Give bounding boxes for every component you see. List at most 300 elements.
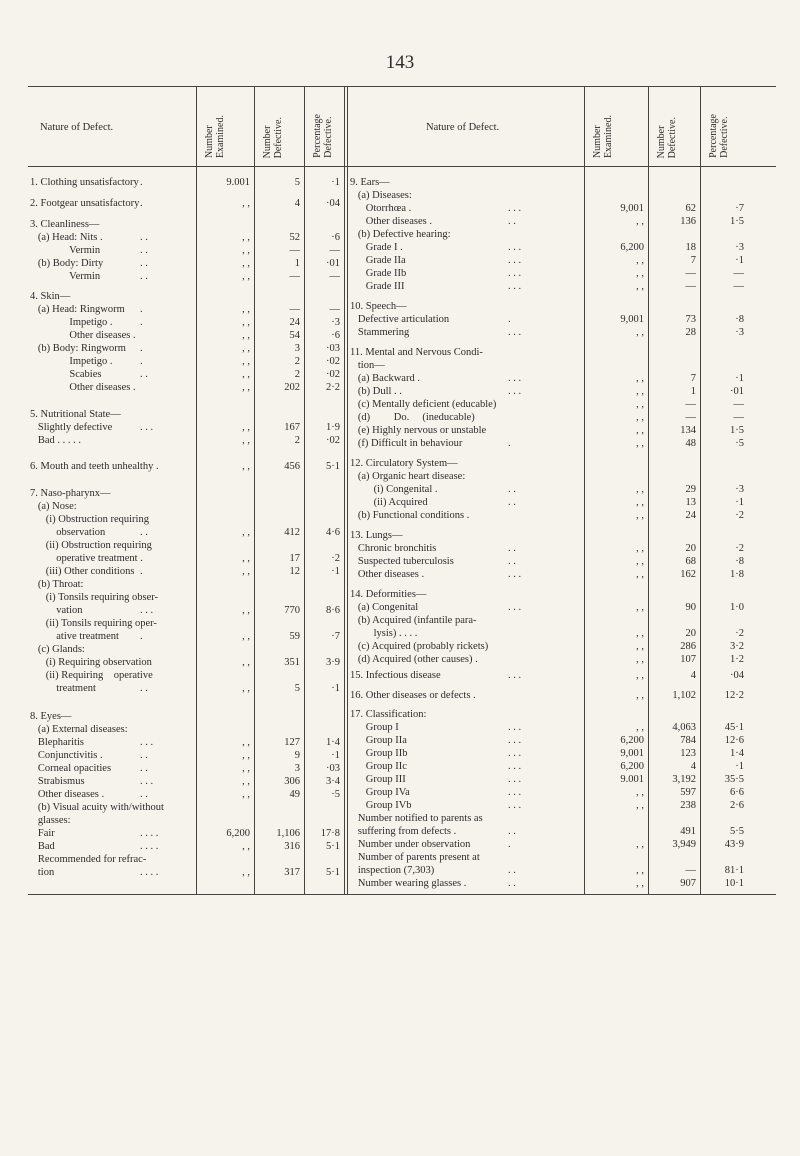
- defect-label: Recommended for refrac-: [30, 854, 147, 865]
- percentage-defective: ·1: [735, 761, 744, 772]
- defect-label: (d) Do. (ineducable): [350, 412, 475, 423]
- defect-label: (a) Organic heart disease:: [350, 471, 466, 482]
- defect-label: 11. Mental and Nervous Condi-: [350, 347, 483, 358]
- percentage-defective: ·02: [326, 435, 340, 446]
- number-examined: , ,: [636, 569, 644, 580]
- defect-label: Group IIb: [350, 748, 408, 759]
- defect-label: Bad . . . . .: [30, 435, 82, 446]
- percentage-defective: —: [329, 245, 340, 256]
- table-row: [0, 864, 800, 877]
- leader-dots: . .: [140, 245, 148, 256]
- table-row: [0, 202, 800, 215]
- percentage-defective: —: [733, 268, 744, 279]
- leader-dots: .: [140, 177, 143, 188]
- percentage-defective: 3·4: [326, 776, 340, 787]
- percentage-defective: 12·6: [724, 735, 744, 746]
- header-nature-right: Nature of Defect.: [426, 122, 500, 133]
- defect-label: Number of parents present at: [350, 852, 480, 863]
- leader-dots: .: [140, 356, 143, 367]
- defect-label: Group IIa: [350, 735, 407, 746]
- leader-dots: . .: [140, 232, 148, 243]
- table-row: [0, 773, 800, 786]
- table-row: [0, 509, 800, 522]
- leader-dots: . . .: [140, 422, 154, 433]
- table-row: [0, 189, 800, 202]
- table-row: [0, 176, 800, 189]
- number-examined: , ,: [242, 382, 250, 393]
- leader-dots: . .: [140, 789, 148, 800]
- percentage-defective: ·02: [326, 356, 340, 367]
- number-examined: , ,: [242, 422, 250, 433]
- defect-label: (f) Difficult in behaviour: [350, 438, 463, 449]
- leader-dots: . .: [508, 216, 516, 227]
- number-defective: 3: [294, 343, 300, 354]
- table-row: [0, 241, 800, 254]
- number-defective: 1,102: [672, 690, 696, 701]
- percentage-defective: ·8: [735, 314, 744, 325]
- number-defective: 317: [284, 867, 300, 878]
- number-defective: 202: [284, 382, 300, 393]
- number-defective: 4,063: [672, 722, 696, 733]
- number-defective: —: [685, 281, 696, 292]
- number-examined: , ,: [636, 722, 644, 733]
- defect-label: tion: [30, 867, 55, 878]
- number-defective: 7: [690, 373, 696, 384]
- defect-label: 5. Nutritional State—: [30, 409, 121, 420]
- header-examined-left: Number Examined.: [204, 114, 226, 158]
- defect-label: 12. Circulatory System—: [350, 458, 458, 469]
- percentage-defective: ·1: [735, 497, 744, 508]
- defect-label: (i) Requiring observation: [30, 657, 152, 668]
- defect-label: (a) Congenital: [350, 602, 419, 613]
- percentage-defective: 12·2: [724, 690, 744, 701]
- table-row: [0, 372, 800, 385]
- number-examined: , ,: [636, 787, 644, 798]
- number-examined: 9.001: [226, 177, 250, 188]
- percentage-defective: 1·9: [326, 422, 340, 433]
- percentage-defective: —: [733, 399, 744, 410]
- defect-label: Grade IIb: [350, 268, 407, 279]
- table-row: [0, 825, 800, 838]
- leader-dots: .: [140, 343, 143, 354]
- leader-dots: . . . .: [140, 841, 159, 852]
- number-defective: 907: [680, 878, 696, 889]
- defect-label: 10. Speech—: [350, 301, 407, 312]
- header-nature-left: Nature of Defect.: [40, 122, 114, 133]
- percentage-defective: 6·6: [730, 787, 744, 798]
- number-defective: —: [289, 271, 300, 282]
- defect-label: 17. Classification:: [350, 709, 427, 720]
- table-row: [0, 747, 800, 760]
- table-row: [0, 542, 800, 555]
- number-defective: 123: [680, 748, 696, 759]
- defect-label: Vermin: [30, 271, 101, 282]
- leader-dots: . . .: [508, 281, 522, 292]
- leader-dots: . . .: [508, 722, 522, 733]
- number-defective: 68: [685, 556, 696, 567]
- defect-label: 8. Eyes—: [30, 711, 72, 722]
- defect-label: (a) Head: Ringworm: [30, 304, 125, 315]
- number-examined: 6,200: [620, 761, 644, 772]
- number-examined: , ,: [242, 657, 250, 668]
- header-rule: [28, 166, 776, 167]
- number-examined: , ,: [242, 258, 250, 269]
- top-rule: [28, 86, 776, 87]
- number-examined: , ,: [636, 510, 644, 521]
- defect-label: 9. Ears—: [350, 177, 390, 188]
- number-defective: 770: [284, 605, 300, 616]
- number-defective: —: [685, 268, 696, 279]
- number-examined: , ,: [636, 800, 644, 811]
- percentage-defective: ·6: [331, 330, 340, 341]
- number-defective: 238: [680, 800, 696, 811]
- number-examined: , ,: [242, 776, 250, 787]
- number-examined: , ,: [242, 631, 250, 642]
- defect-label: Group III: [350, 774, 406, 785]
- percentage-defective: ·1: [735, 255, 744, 266]
- leader-dots: . .: [140, 763, 148, 774]
- table-row: [0, 424, 800, 437]
- percentage-defective: ·8: [735, 556, 744, 567]
- table-row: [0, 588, 800, 601]
- defect-label: 6. Mouth and teeth unhealthy .: [30, 461, 159, 472]
- percentage-defective: ·3: [331, 317, 340, 328]
- number-examined: , ,: [242, 271, 250, 282]
- percentage-defective: ·2: [735, 510, 744, 521]
- defect-label: Impetigo .: [30, 356, 113, 367]
- defect-label: Fair: [30, 828, 55, 839]
- number-defective: 107: [680, 654, 696, 665]
- header-defective-left: Number Defective.: [262, 116, 284, 158]
- number-examined: , ,: [242, 461, 250, 472]
- number-examined: , ,: [636, 556, 644, 567]
- leader-dots: . . .: [140, 605, 154, 616]
- percentage-defective: ·02: [326, 369, 340, 380]
- table-row: [0, 437, 800, 450]
- number-examined: , ,: [242, 330, 250, 341]
- defect-label: Other diseases .: [350, 216, 432, 227]
- number-examined: , ,: [636, 497, 644, 508]
- defect-label: (d) Acquired (other causes) .: [350, 654, 478, 665]
- number-defective: 17: [289, 553, 300, 564]
- defect-label: 14. Deformities—: [350, 589, 427, 600]
- number-examined: , ,: [636, 628, 644, 639]
- defect-label: (b) Throat:: [30, 579, 84, 590]
- number-examined: , ,: [636, 690, 644, 701]
- number-examined: , ,: [242, 317, 250, 328]
- percentage-defective: 3·9: [326, 657, 340, 668]
- defect-label: Other diseases .: [30, 330, 136, 341]
- leader-dots: . . .: [508, 735, 522, 746]
- percentage-defective: 1·4: [730, 748, 744, 759]
- defect-label: (b) Body: Dirty: [30, 258, 104, 269]
- table-row: [0, 627, 800, 640]
- leader-dots: . .: [508, 865, 516, 876]
- defect-label: (c) Mentally deficient (educable): [350, 399, 497, 410]
- percentage-defective: ·7: [735, 203, 744, 214]
- percentage-defective: 1·5: [730, 216, 744, 227]
- number-defective: 7: [690, 255, 696, 266]
- number-examined: , ,: [636, 484, 644, 495]
- number-examined: , ,: [636, 327, 644, 338]
- leader-dots: .: [140, 304, 143, 315]
- table-row: [0, 470, 800, 483]
- defect-label: Other diseases .: [30, 789, 105, 800]
- table-row: [0, 708, 800, 721]
- number-defective: 412: [284, 527, 300, 538]
- leader-dots: . . .: [508, 255, 522, 266]
- defect-label: Other diseases .: [350, 569, 425, 580]
- percentage-defective: ·2: [735, 628, 744, 639]
- defect-label: (b) Body: Ringworm: [30, 343, 126, 354]
- number-defective: —: [685, 399, 696, 410]
- defect-label: (i) Congenital .: [350, 484, 438, 495]
- number-defective: 3: [294, 763, 300, 774]
- table-row: [0, 385, 800, 398]
- table-row: [0, 483, 800, 496]
- percentage-defective: —: [733, 281, 744, 292]
- number-examined: , ,: [242, 841, 250, 852]
- percentage-defective: ·6: [331, 232, 340, 243]
- number-defective: 12: [289, 566, 300, 577]
- leader-dots: . .: [508, 878, 516, 889]
- defect-label: 16. Other diseases or defects .: [350, 690, 476, 701]
- number-defective: 90: [685, 602, 696, 613]
- number-defective: 9: [294, 750, 300, 761]
- leader-dots: . . .: [140, 776, 154, 787]
- table-row: [0, 359, 800, 372]
- number-examined: , ,: [242, 343, 250, 354]
- defect-label: operative treatment .: [30, 553, 143, 564]
- percentage-defective: 1·4: [326, 737, 340, 748]
- table-row: [0, 346, 800, 359]
- percentage-defective: ·2: [331, 553, 340, 564]
- defect-label: suffering from defects .: [350, 826, 457, 837]
- number-defective: 2: [294, 435, 300, 446]
- leader-dots: . . .: [508, 268, 522, 279]
- leader-dots: .: [508, 314, 511, 325]
- leader-dots: .: [508, 438, 511, 449]
- leader-dots: . . .: [508, 327, 522, 338]
- number-examined: 9,001: [620, 314, 644, 325]
- table-row: [0, 877, 800, 890]
- defect-label: Group IVa: [350, 787, 410, 798]
- defect-label: (b) Dull . .: [350, 386, 402, 397]
- number-examined: , ,: [242, 737, 250, 748]
- defect-label: Number notified to parents as: [350, 813, 483, 824]
- defect-label: 15. Infectious disease: [350, 670, 441, 681]
- number-examined: 6,200: [620, 242, 644, 253]
- number-examined: , ,: [636, 216, 644, 227]
- leader-dots: . . .: [508, 787, 522, 798]
- number-examined: , ,: [636, 641, 644, 652]
- defect-label: Grade I .: [350, 242, 403, 253]
- defect-label: (i) Tonsils requiring obser-: [30, 592, 159, 603]
- number-defective: 2: [294, 369, 300, 380]
- percentage-defective: —: [733, 412, 744, 423]
- table-row: [0, 851, 800, 864]
- percentage-defective: ·2: [735, 543, 744, 554]
- number-defective: 20: [685, 628, 696, 639]
- defect-label: Vermin: [30, 245, 101, 256]
- number-examined: , ,: [242, 683, 250, 694]
- table-row: [0, 601, 800, 614]
- number-defective: 5: [294, 177, 300, 188]
- defect-label: (ii) Obstruction requiring: [30, 540, 152, 551]
- table-row: [0, 313, 800, 326]
- defect-label: Slightly defective: [30, 422, 113, 433]
- leader-dots: . . .: [508, 774, 522, 785]
- table-row: [0, 228, 800, 241]
- percentage-defective: ·7: [331, 631, 340, 642]
- defect-label: 13. Lungs—: [350, 530, 403, 541]
- number-defective: 49: [289, 789, 300, 800]
- leader-dots: .: [140, 317, 143, 328]
- percentage-defective: ·1: [331, 750, 340, 761]
- percentage-defective: ·03: [326, 343, 340, 354]
- number-defective: —: [289, 304, 300, 315]
- percentage-defective: 45·1: [724, 722, 744, 733]
- table-row: [0, 254, 800, 267]
- defect-label: treatment: [30, 683, 96, 694]
- number-defective: —: [289, 245, 300, 256]
- number-defective: 136: [680, 216, 696, 227]
- defect-label: 4. Skin—: [30, 291, 71, 302]
- percentage-defective: 1·8: [730, 569, 744, 580]
- number-examined: , ,: [242, 789, 250, 800]
- table-row: [0, 734, 800, 747]
- defect-label: Chronic bronchitis: [350, 543, 437, 554]
- defect-label: Otorrhœa .: [350, 203, 412, 214]
- number-defective: 29: [685, 484, 696, 495]
- number-examined: , ,: [242, 198, 250, 209]
- leader-dots: . .: [140, 750, 148, 761]
- number-defective: 24: [289, 317, 300, 328]
- percentage-defective: 35·5: [724, 774, 744, 785]
- table-row: [0, 568, 800, 581]
- percentage-defective: ·03: [326, 763, 340, 774]
- number-examined: , ,: [636, 373, 644, 384]
- defect-label: Other diseases .: [30, 382, 136, 393]
- number-defective: 351: [284, 657, 300, 668]
- defect-label: Conjunctivitis .: [30, 750, 103, 761]
- table-row: [0, 215, 800, 228]
- number-defective: 134: [680, 425, 696, 436]
- number-defective: 28: [685, 327, 696, 338]
- defect-label: inspection (7,303): [350, 865, 435, 876]
- percentage-defective: 5·5: [730, 826, 744, 837]
- defect-label: lysis) . . . .: [350, 628, 418, 639]
- leader-dots: . .: [508, 556, 516, 567]
- table-row: [0, 398, 800, 411]
- number-defective: 316: [284, 841, 300, 852]
- number-examined: , ,: [242, 356, 250, 367]
- leader-dots: . .: [140, 258, 148, 269]
- number-examined: , ,: [636, 399, 644, 410]
- percentage-defective: 4·6: [326, 527, 340, 538]
- table-row: [0, 669, 800, 682]
- number-defective: 62: [685, 203, 696, 214]
- percentage-defective: ·3: [735, 327, 744, 338]
- number-examined: 6,200: [620, 735, 644, 746]
- leader-dots: . . .: [508, 761, 522, 772]
- percentage-defective: ·3: [735, 484, 744, 495]
- leader-dots: . . . .: [140, 867, 159, 878]
- percentage-defective: 81·1: [724, 865, 744, 876]
- number-defective: 4: [294, 198, 300, 209]
- leader-dots: .: [140, 198, 143, 209]
- defect-label: Impetigo .: [30, 317, 113, 328]
- leader-dots: . . .: [140, 737, 154, 748]
- number-examined: , ,: [636, 412, 644, 423]
- percentage-defective: —: [329, 304, 340, 315]
- number-examined: , ,: [242, 553, 250, 564]
- number-defective: 1,106: [276, 828, 300, 839]
- defect-label: 1. Clothing unsatisfactory: [30, 177, 139, 188]
- leader-dots: . . .: [508, 373, 522, 384]
- percentage-defective: ·5: [735, 438, 744, 449]
- percentage-defective: 5·1: [326, 867, 340, 878]
- number-defective: 73: [685, 314, 696, 325]
- defect-label: Corneal opacities: [30, 763, 112, 774]
- number-examined: , ,: [242, 566, 250, 577]
- table-row: [0, 300, 800, 313]
- table-row: [0, 640, 800, 653]
- number-examined: 6,200: [226, 828, 250, 839]
- number-defective: 20: [685, 543, 696, 554]
- defect-label: Suspected tuberculosis: [350, 556, 454, 567]
- defect-label: (a) Diseases:: [350, 190, 412, 201]
- table-row: [0, 721, 800, 734]
- defect-label: Scabies: [30, 369, 102, 380]
- percentage-defective: 43·9: [724, 839, 744, 850]
- number-defective: 491: [680, 826, 696, 837]
- page-number: 143: [385, 52, 415, 73]
- leader-dots: . . . .: [140, 828, 159, 839]
- table-row: [0, 760, 800, 773]
- defect-label: observation: [30, 527, 106, 538]
- number-examined: , ,: [242, 435, 250, 446]
- number-examined: , ,: [636, 670, 644, 681]
- percentage-defective: 1·2: [730, 654, 744, 665]
- leader-dots: .: [140, 566, 143, 577]
- defect-label: (i) Obstruction requiring: [30, 514, 149, 525]
- number-defective: 597: [680, 787, 696, 798]
- defect-label: (a) Nose:: [30, 501, 77, 512]
- header-examined-right: Number Examined.: [592, 114, 614, 158]
- number-examined: , ,: [242, 867, 250, 878]
- percentage-defective: ·1: [331, 566, 340, 577]
- defect-label: glasses:: [30, 815, 71, 826]
- table-row: [0, 653, 800, 666]
- percentage-defective: ·01: [730, 386, 744, 397]
- leader-dots: . .: [508, 484, 516, 495]
- leader-dots: . . .: [508, 242, 522, 253]
- number-examined: , ,: [242, 527, 250, 538]
- number-examined: , ,: [242, 763, 250, 774]
- number-defective: 54: [289, 330, 300, 341]
- percentage-defective: ·04: [326, 198, 340, 209]
- leader-dots: . . .: [508, 386, 522, 397]
- defect-label: ative treatment: [30, 631, 119, 642]
- defect-label: 3. Cleanliness—: [30, 219, 100, 230]
- number-defective: 167: [284, 422, 300, 433]
- table-row: [0, 411, 800, 424]
- number-examined: , ,: [636, 839, 644, 850]
- number-examined: , ,: [636, 602, 644, 613]
- number-defective: 52: [289, 232, 300, 243]
- number-defective: 48: [685, 438, 696, 449]
